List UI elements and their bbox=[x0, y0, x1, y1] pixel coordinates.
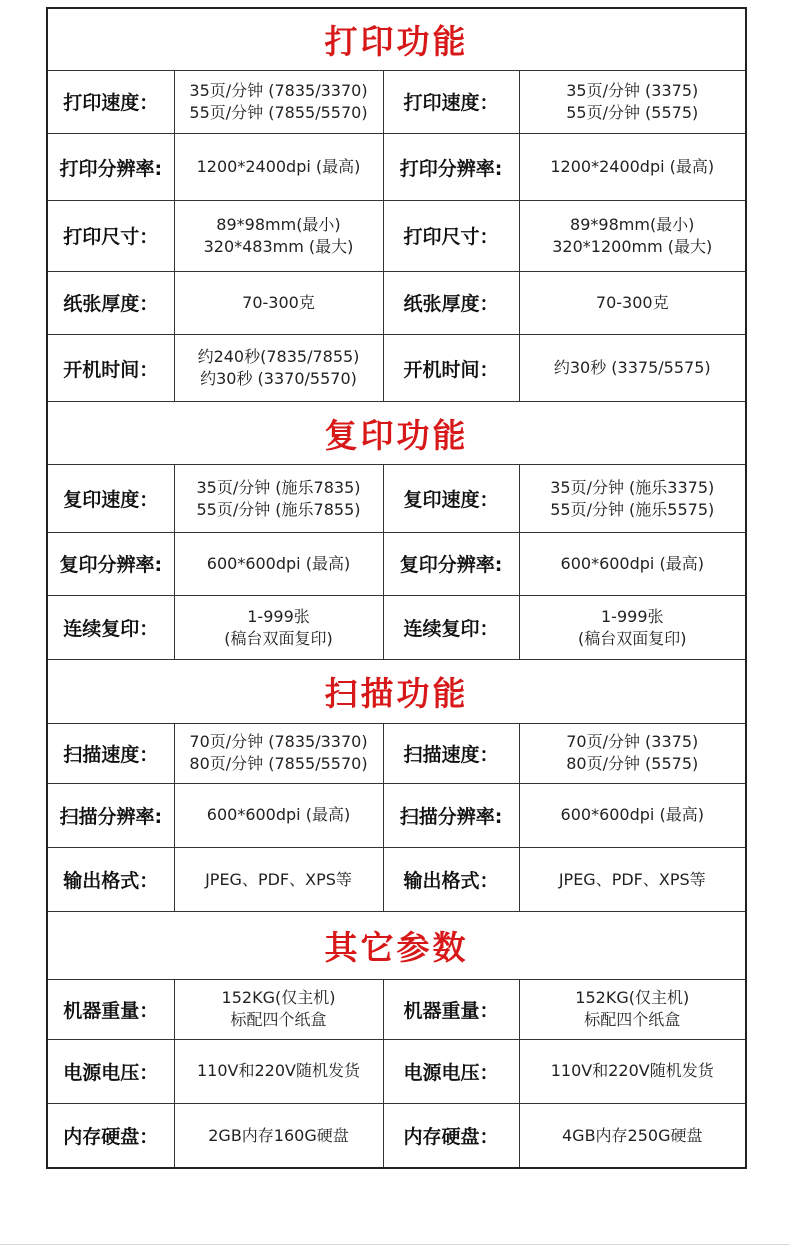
spec-value-left bbox=[174, 271, 383, 334]
spec-value-line: 55页/分钟 (7855/5570) bbox=[189, 102, 368, 122]
spec-row bbox=[47, 70, 746, 133]
spec-row bbox=[47, 979, 746, 1039]
spec-value-line: 1200*2400dpi (最高) bbox=[196, 157, 361, 177]
page-divider bbox=[0, 1244, 790, 1245]
spec-value-line: JPEG、PDF、XPS等 bbox=[205, 869, 352, 889]
spec-label-right: 打印分辨率: bbox=[383, 134, 519, 201]
section-header-row bbox=[47, 8, 746, 70]
spec-value-line: 1-999张 bbox=[247, 606, 310, 626]
spec-value-line: 约30秒 (3375/5575) bbox=[553, 358, 711, 378]
spec-label-left: 开机时间： bbox=[47, 334, 174, 401]
spec-value-line: 4GB内存250G硬盘 bbox=[562, 1125, 703, 1145]
spec-value-left bbox=[174, 723, 383, 783]
spec-value-line: 35页/分钟 (3375) bbox=[566, 80, 699, 100]
spec-value-line: (稿台双面复印) bbox=[578, 628, 687, 648]
spec-value-left bbox=[174, 979, 383, 1039]
spec-value-right bbox=[519, 848, 746, 912]
spec-value-right bbox=[519, 134, 746, 201]
spec-value-line: 35页/分钟 (施乐3375) bbox=[550, 477, 715, 497]
spec-label-left: 扫描速度： bbox=[47, 723, 174, 783]
spec-value-right bbox=[519, 70, 746, 133]
spec-row bbox=[47, 1104, 746, 1168]
spec-value-left bbox=[174, 783, 383, 847]
spec-value-left bbox=[174, 134, 383, 201]
spec-label-left: 扫描分辨率: bbox=[47, 783, 174, 847]
spec-value-left bbox=[174, 334, 383, 401]
spec-value-line: 80页/分钟 (7855/5570) bbox=[189, 754, 368, 774]
spec-value-line: 70页/分钟 (3375) bbox=[566, 732, 699, 752]
spec-value-line: 1-999张 bbox=[601, 606, 664, 626]
spec-value-line: 标配四个纸盒 bbox=[584, 1010, 681, 1030]
spec-value-left bbox=[174, 1039, 383, 1103]
spec-value-line: 70-300克 bbox=[242, 292, 315, 312]
spec-row bbox=[47, 334, 746, 401]
spec-value-right bbox=[519, 595, 746, 659]
spec-value-line: 70-300克 bbox=[595, 292, 669, 312]
spec-value-left bbox=[174, 70, 383, 133]
spec-value-line: 320*483mm (最大) bbox=[203, 236, 354, 256]
spec-value-right bbox=[519, 723, 746, 783]
spec-label-right: 复印速度： bbox=[383, 465, 519, 532]
spec-value-line: 110V和220V随机发货 bbox=[197, 1061, 360, 1081]
spec-value-left bbox=[174, 465, 383, 532]
spec-value-line: 55页/分钟 (5575) bbox=[566, 102, 699, 122]
spec-value-line: (稿台双面复印) bbox=[224, 628, 333, 648]
spec-label-right: 扫描分辨率: bbox=[383, 783, 519, 847]
spec-value-right bbox=[519, 979, 746, 1039]
spec-value-line: 35页/分钟 (施乐7835) bbox=[196, 477, 361, 497]
spec-value-left bbox=[174, 1104, 383, 1168]
spec-label-left: 复印分辨率: bbox=[47, 532, 174, 595]
spec-label-left: 打印速度： bbox=[47, 70, 174, 133]
section-title: 打印功能 bbox=[47, 8, 746, 70]
spec-value-line: 约30秒 (3370/5570) bbox=[200, 369, 357, 389]
spec-label-left: 电源电压： bbox=[47, 1039, 174, 1103]
spec-value-right bbox=[519, 271, 746, 334]
spec-value-line: 55页/分钟 (施乐5575) bbox=[550, 499, 715, 519]
spec-value-line: 600*600dpi (最高) bbox=[560, 553, 704, 573]
spec-label-left: 内存硬盘： bbox=[47, 1104, 174, 1168]
spec-value-line: 320*1200mm (最大) bbox=[552, 236, 713, 256]
spec-value-right bbox=[519, 1039, 746, 1103]
spec-row bbox=[47, 723, 746, 783]
spec-value-right bbox=[519, 783, 746, 847]
spec-label-right: 开机时间： bbox=[383, 334, 519, 401]
spec-table bbox=[46, 7, 747, 1169]
spec-label-left: 打印尺寸： bbox=[47, 201, 174, 271]
spec-value-line: 152KG(仅主机) bbox=[575, 988, 690, 1008]
section-header-row bbox=[47, 660, 746, 723]
spec-label-right: 机器重量： bbox=[383, 979, 519, 1039]
spec-value-right bbox=[519, 465, 746, 532]
spec-table-body bbox=[47, 8, 746, 1168]
spec-value-line: 110V和220V随机发货 bbox=[550, 1061, 714, 1081]
spec-value-line: 152KG(仅主机) bbox=[221, 988, 336, 1008]
spec-label-left: 输出格式： bbox=[47, 848, 174, 912]
spec-value-line: 标配四个纸盒 bbox=[230, 1010, 327, 1030]
spec-label-left: 机器重量： bbox=[47, 979, 174, 1039]
spec-value-left bbox=[174, 848, 383, 912]
section-header-row bbox=[47, 402, 746, 465]
spec-value-line: 89*98mm(最小) bbox=[216, 214, 341, 234]
spec-value-left bbox=[174, 532, 383, 595]
spec-value-left bbox=[174, 201, 383, 271]
spec-label-left: 复印速度： bbox=[47, 465, 174, 532]
spec-row bbox=[47, 783, 746, 847]
spec-row bbox=[47, 271, 746, 334]
spec-label-right: 纸张厚度： bbox=[383, 271, 519, 334]
spec-label-left: 打印分辨率: bbox=[47, 134, 174, 201]
spec-value-line: 55页/分钟 (施乐7855) bbox=[196, 499, 361, 519]
spec-value-line: 35页/分钟 (7835/3370) bbox=[189, 80, 368, 100]
spec-value-line: 600*600dpi (最高) bbox=[206, 553, 351, 573]
spec-value-left bbox=[174, 595, 383, 659]
spec-label-right: 电源电压： bbox=[383, 1039, 519, 1103]
spec-label-left: 连续复印： bbox=[47, 595, 174, 659]
spec-row bbox=[47, 465, 746, 532]
spec-value-right bbox=[519, 334, 746, 401]
spec-row bbox=[47, 595, 746, 659]
spec-value-line: 约240秒(7835/7855) bbox=[197, 347, 360, 367]
spec-row bbox=[47, 201, 746, 271]
spec-label-right: 打印尺寸： bbox=[383, 201, 519, 271]
spec-label-right: 连续复印： bbox=[383, 595, 519, 659]
spec-label-right: 扫描速度： bbox=[383, 723, 519, 783]
spec-row bbox=[47, 1039, 746, 1103]
spec-value-right bbox=[519, 532, 746, 595]
spec-label-right: 复印分辨率: bbox=[383, 532, 519, 595]
spec-value-right bbox=[519, 1104, 746, 1168]
spec-value-line: 600*600dpi (最高) bbox=[560, 805, 704, 825]
section-header-row bbox=[47, 912, 746, 979]
spec-value-line: 80页/分钟 (5575) bbox=[566, 754, 699, 774]
section-title: 扫描功能 bbox=[47, 660, 746, 723]
spec-label-right: 内存硬盘： bbox=[383, 1104, 519, 1168]
spec-value-line: 89*98mm(最小) bbox=[570, 214, 695, 234]
spec-row bbox=[47, 134, 746, 201]
spec-value-line: 600*600dpi (最高) bbox=[206, 805, 351, 825]
spec-row bbox=[47, 532, 746, 595]
spec-label-left: 纸张厚度： bbox=[47, 271, 174, 334]
section-title: 复印功能 bbox=[47, 402, 746, 465]
spec-value-line: 1200*2400dpi (最高) bbox=[550, 157, 715, 177]
spec-row bbox=[47, 848, 746, 912]
spec-value-right bbox=[519, 201, 746, 271]
section-title: 其它参数 bbox=[47, 912, 746, 979]
spec-value-line: JPEG、PDF、XPS等 bbox=[558, 869, 706, 889]
spec-value-line: 2GB内存160G硬盘 bbox=[208, 1125, 349, 1145]
spec-value-line: 70页/分钟 (7835/3370) bbox=[189, 732, 368, 752]
spec-label-right: 输出格式： bbox=[383, 848, 519, 912]
spec-label-right: 打印速度： bbox=[383, 70, 519, 133]
